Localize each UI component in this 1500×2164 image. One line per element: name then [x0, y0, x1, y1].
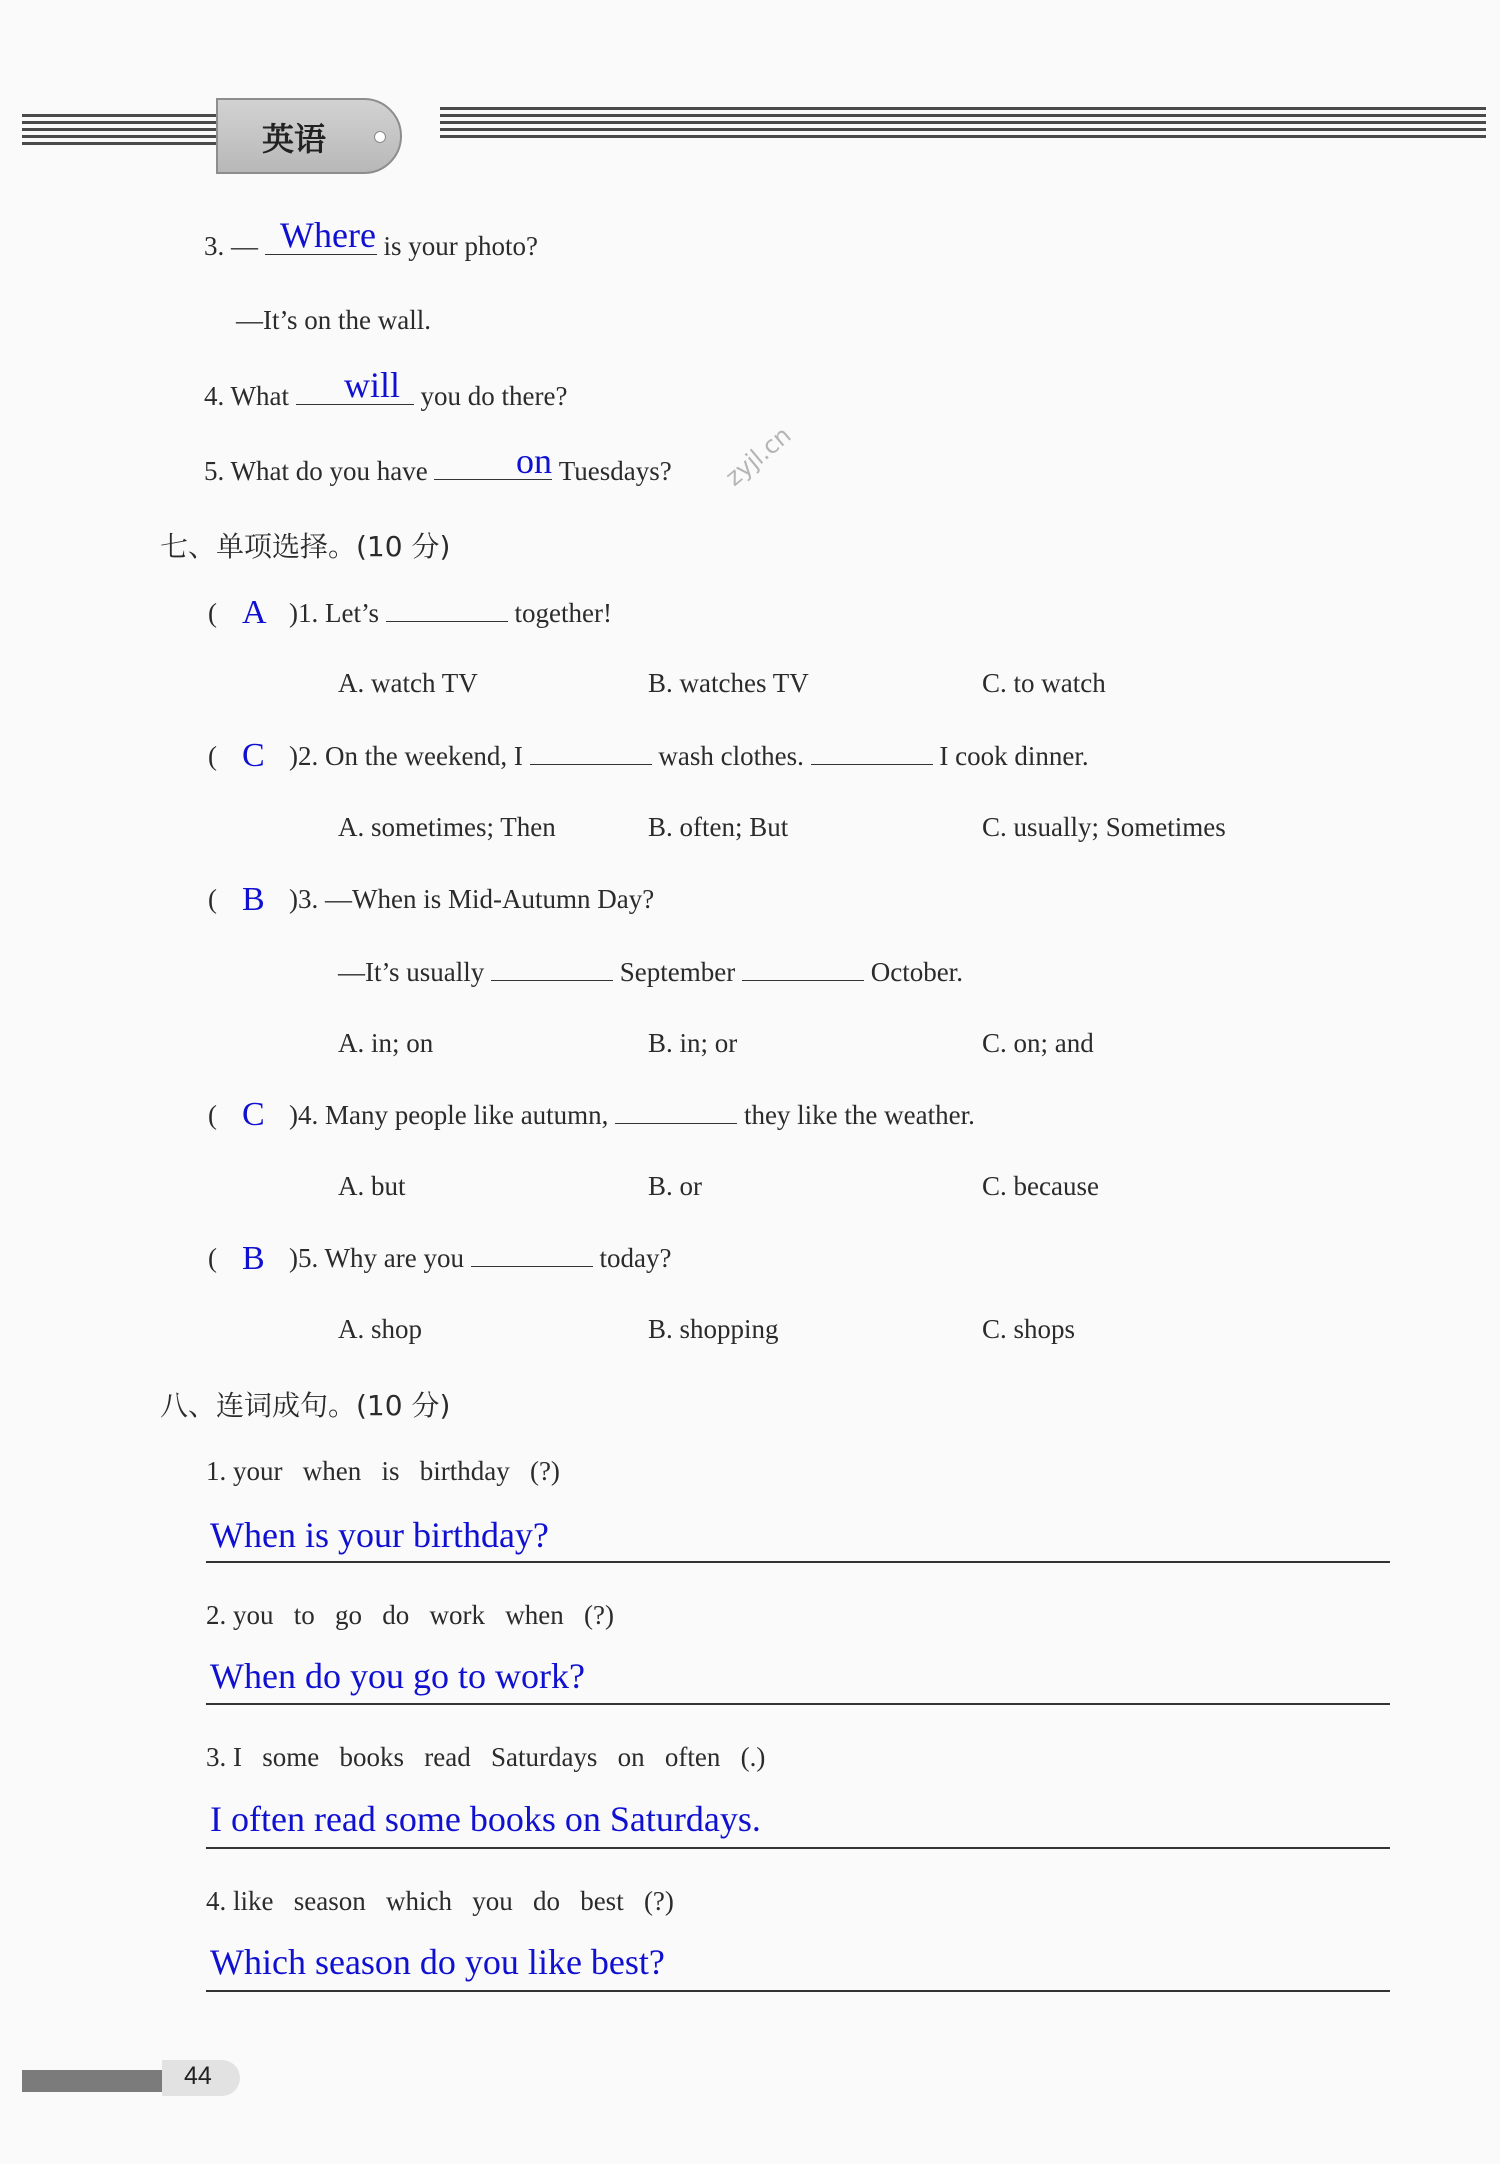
answer-blank	[386, 597, 508, 622]
answer-blank	[530, 740, 652, 765]
option-b: B. often; But	[648, 812, 789, 842]
question-text: October.	[870, 957, 963, 987]
answer-blank	[742, 956, 864, 981]
answer-underline	[206, 1561, 1390, 1563]
question-text: )1. Let’s	[289, 598, 379, 628]
footer-bar	[22, 2070, 162, 2092]
option-c: C. because	[982, 1171, 1099, 1201]
option-c: C. on; and	[982, 1028, 1094, 1058]
answer-blank	[811, 740, 933, 765]
option-a: A. sometimes; Then	[338, 812, 556, 842]
subject-tab	[216, 98, 402, 174]
header-rule-left	[22, 114, 222, 162]
handwritten-answer: C	[242, 737, 265, 774]
option-c: C. usually; Sometimes	[982, 812, 1226, 842]
question-text: )2. On the weekend, I	[289, 741, 523, 771]
scrambled-words-4: 4. like season which you do best (?)	[206, 1886, 674, 1916]
handwritten-answer: on	[516, 441, 552, 481]
question-text: —It’s usually	[338, 957, 485, 987]
mc-question-4	[208, 1099, 975, 1131]
option-b: B. shopping	[648, 1314, 779, 1344]
scrambled-words-3: 3. I some books read Saturdays on often (.)	[206, 1742, 766, 1772]
option-a: A. shop	[338, 1314, 423, 1344]
option-b: B. or	[648, 1171, 702, 1201]
question-text: I cook dinner.	[939, 741, 1089, 771]
handwritten-answer: B	[242, 881, 265, 918]
answer-blank	[491, 956, 613, 981]
option-b: B. in; or	[648, 1028, 738, 1058]
fill-item-3-reply: —It’s on the wall.	[236, 305, 431, 335]
question-text: )4. Many people like autumn,	[289, 1100, 609, 1130]
question-text: they like the weather.	[743, 1100, 975, 1130]
option-c: C. to watch	[982, 668, 1106, 698]
sentence-answer-1: When is your birthday?	[210, 1515, 549, 1555]
section-7-title: 七、单项选择。(10 分)	[160, 530, 451, 563]
bracket-open: (	[208, 1243, 217, 1273]
option-c: C. shops	[982, 1314, 1076, 1344]
page-number: 44	[184, 2062, 212, 2090]
bracket-open: (	[208, 1100, 217, 1130]
answer-underline	[206, 1990, 1390, 1992]
sentence-answer-4: Which season do you like best?	[210, 1942, 665, 1982]
handwritten-answer: A	[242, 594, 267, 631]
question-text: wash clothes.	[658, 741, 804, 771]
scrambled-words-2: 2. you to go do work when (?)	[206, 1600, 614, 1630]
question-text: )5. Why are you	[289, 1243, 464, 1273]
mc-question-5	[208, 1242, 671, 1274]
tab-dot-icon	[374, 131, 386, 143]
answer-underline	[206, 1847, 1390, 1849]
fill-item-suffix: you do there?	[420, 381, 568, 411]
question-text: September	[619, 957, 736, 987]
mc-question-3-line2	[338, 956, 963, 988]
mc-question-1	[208, 597, 612, 629]
fill-item-suffix: is your photo?	[383, 231, 538, 261]
handwritten-answer: will	[344, 365, 401, 405]
handwritten-answer: Where	[280, 215, 376, 255]
fill-item-prefix: 5. What do you have	[204, 456, 428, 486]
fill-item-prefix: 3. —	[204, 231, 258, 261]
handwritten-answer: C	[242, 1096, 265, 1133]
section-8-title: 八、连词成句。(10 分)	[160, 1389, 451, 1422]
scrambled-words-1: 1. your when is birthday (?)	[206, 1456, 560, 1486]
bracket-open: (	[208, 884, 217, 914]
answer-blank	[471, 1242, 593, 1267]
fill-item-5	[204, 455, 672, 487]
question-text: together!	[514, 598, 612, 628]
mc-question-3	[208, 884, 654, 915]
bracket-open: (	[208, 598, 217, 628]
option-a: A. watch TV	[338, 668, 478, 698]
bracket-open: (	[208, 741, 217, 771]
watermark: zyjl.cn	[720, 421, 797, 492]
answer-blank	[615, 1099, 737, 1124]
fill-item-prefix: 4. What	[204, 381, 289, 411]
option-a: A. in; on	[338, 1028, 434, 1058]
question-text: today?	[599, 1243, 672, 1273]
question-text: )3. —When is Mid-Autumn Day?	[289, 884, 655, 914]
option-a: A. but	[338, 1171, 406, 1201]
option-b: B. watches TV	[648, 668, 809, 698]
handwritten-answer: B	[242, 1240, 265, 1277]
sentence-answer-2: When do you go to work?	[210, 1656, 585, 1696]
answer-underline	[206, 1703, 1390, 1705]
mc-question-2	[208, 740, 1089, 772]
header-rule-right	[440, 107, 1486, 155]
sentence-answer-3: I often read some books on Saturdays.	[210, 1799, 761, 1839]
fill-item-suffix: Tuesdays?	[558, 456, 672, 486]
subject-label: 英语	[262, 120, 327, 158]
